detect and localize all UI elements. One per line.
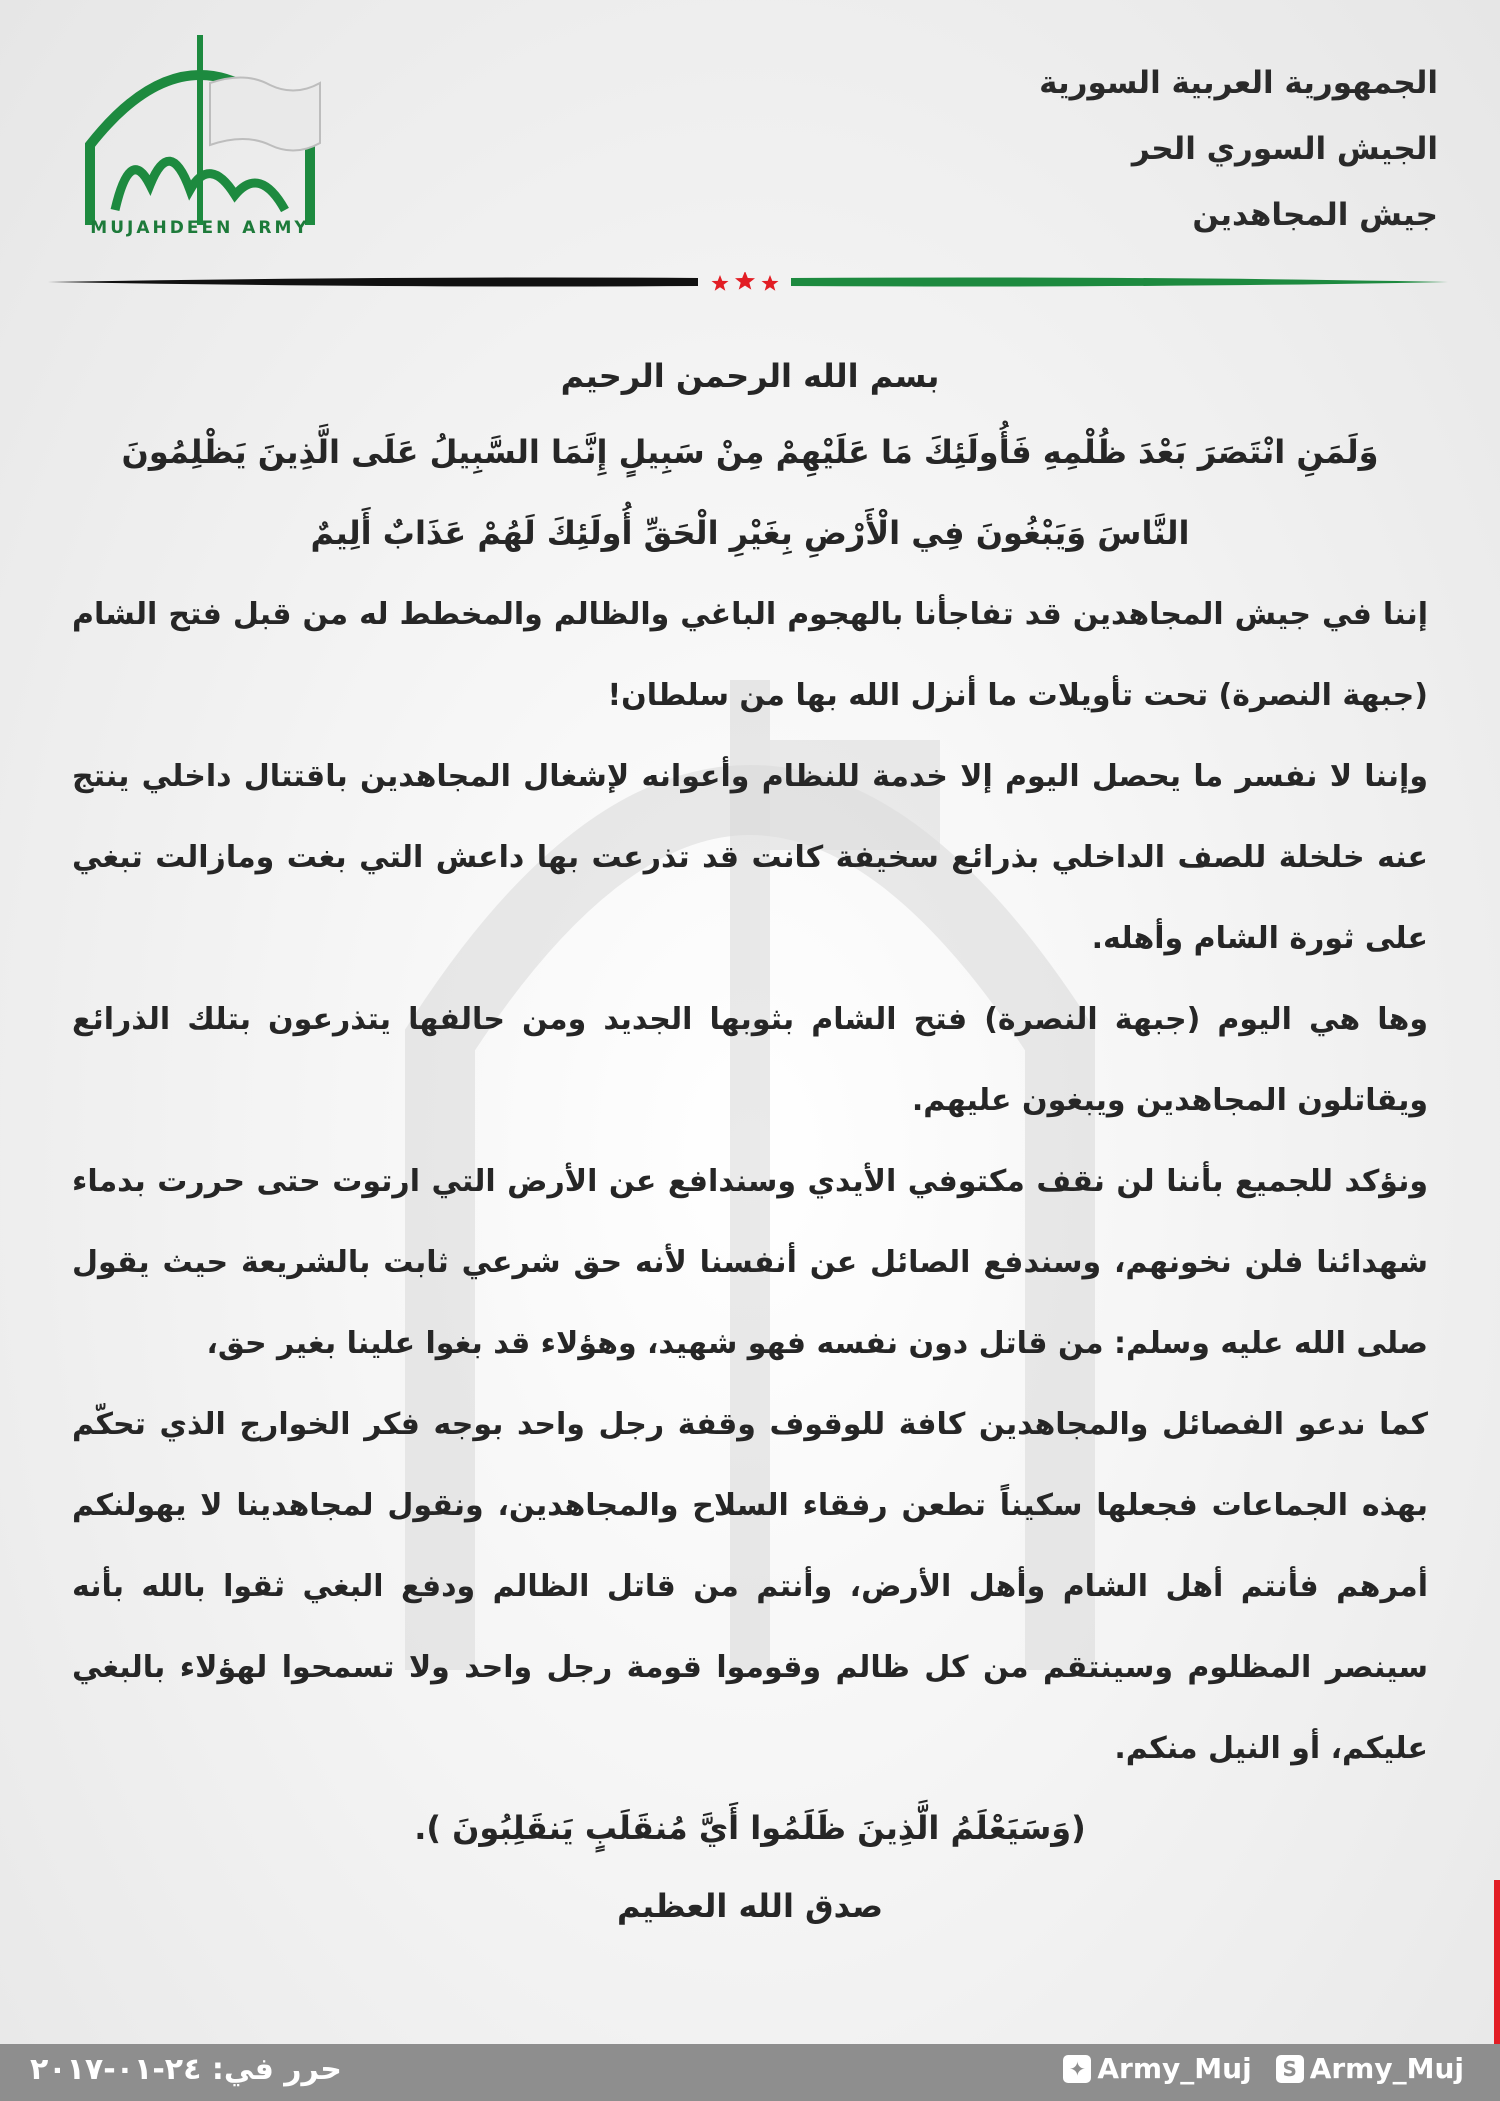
header-line-republic: الجمهورية العربية السورية <box>1039 65 1438 101</box>
red-accent-bar <box>1494 1880 1500 2044</box>
paragraph-1: إننا في جيش المجاهدين قد تفاجأنا بالهجوم الباغي والظالم والمخطط له من قبل فتح الشام (جبهة النصرة) تحت تأويلات ما أنزل الله بها من سلطان! <box>72 597 1428 713</box>
footer-bar <box>0 2044 1500 2101</box>
opening-verse-line-1: وَلَمَنِ انْتَصَرَ بَعْدَ ظُلْمِهِ فَأُولَئِكَ مَا عَلَيْهِمْ مِنْ سَبِيلٍ إِنَّمَا السَّبِيلُ عَلَى الَّذِينَ يَظْلِمُونَ <box>121 433 1379 471</box>
header-titles <box>1039 50 1438 248</box>
basmala: بسم الله الرحمن الرحيم <box>560 357 940 395</box>
skype-handle-text: Army_Muj <box>1309 2052 1464 2085</box>
closing-verse: (وَسَيَعْلَمُ الَّذِينَ ظَلَمُوا أَيَّ مُنقَلَبٍ يَنقَلِبُونَ ). <box>414 1809 1086 1847</box>
twitter-icon: ✦ <box>1063 2055 1091 2083</box>
header-line-fsa: الجيش السوري الحر <box>1131 131 1438 167</box>
logo-caption: MUJAHDEEN ARMY <box>90 218 310 238</box>
skype-icon: S <box>1276 2055 1304 2083</box>
statement-body <box>72 340 1428 1945</box>
red-star-icon <box>762 275 779 291</box>
paragraph-4: ونؤكد للجميع بأننا لن نقف مكتوفي الأيدي وسندافع عن الأرض التي ارتوت حتى حررت بدماء شهدائنا فلن نخونهم، وسندفع الصائل عن أنفسنا لأنه حق شرعي ثابت بالشريعة حيث يقول صلى الله عليه وسلم: من قاتل دون نفسه فهو شهيد، وهؤلاء قد بغوا علينا بغير حق، <box>72 1164 1428 1361</box>
mujahdeen-army-logo <box>70 25 330 245</box>
opening-verse-line-2: النَّاسَ وَيَبْغُونَ فِي الْأَرْضِ بِغَيْرِ الْحَقِّ أُولَئِكَ لَهُمْ عَذَابٌ أَلِيمٌ <box>310 514 1190 552</box>
twitter-handle-text: Army_Muj <box>1097 2052 1252 2085</box>
red-star-icon <box>712 275 729 291</box>
twitter-handle[interactable] <box>1063 2052 1251 2085</box>
skype-handle[interactable] <box>1276 2052 1464 2085</box>
social-handles <box>1063 2052 1464 2085</box>
paragraph-2: وإننا لا نفسر ما يحصل اليوم إلا خدمة للنظام وأعوانه لإشغال المجاهدين باقتتال داخلي ينتج عنه خلخلة للصف الداخلي بذرائع سخيفة كانت قد تذرعت بها داعش التي بغت ومازالت تبغي على ثورة الشام وأهله. <box>72 759 1428 956</box>
paragraph-5: كما ندعو الفصائل والمجاهدين كافة للوقوف وقفة رجل واحد بوجه فكر الخوارج الذي تحكّم بهذه الجماعات فجعلها سكيناً تطعن رفقاء السلاح والمجاهدين، ونقول لمجاهدينا لا يهولنكم أمرهم فأنتم أهل الشام وأهل الأرض، وأنتم من قاتل الظالم ودفع البغي ثقوا بالله بأنه سينصر المظلوم وسينتقم من كل ظالم وقوموا قومة رجل واحد ولا تسمحوا لهؤلاء بالبغي عليكم، أو النيل منكم. <box>72 1407 1428 1766</box>
sadaqa-line: صدق الله العظيم <box>616 1887 884 1925</box>
header-line-army: جيش المجاهدين <box>1192 197 1438 233</box>
paragraph-3: وها هي اليوم (جبهة النصرة) فتح الشام بثوبها الجديد ومن حالفها يتذرعون بتلك الذرائع ويقاتلون المجاهدين ويبغون عليهم. <box>72 1002 1428 1118</box>
release-date: حرر في: ٢٤-٠١-٢٠١٧ <box>30 2052 342 2087</box>
red-star-icon <box>735 272 755 290</box>
header-divider <box>48 272 1448 292</box>
